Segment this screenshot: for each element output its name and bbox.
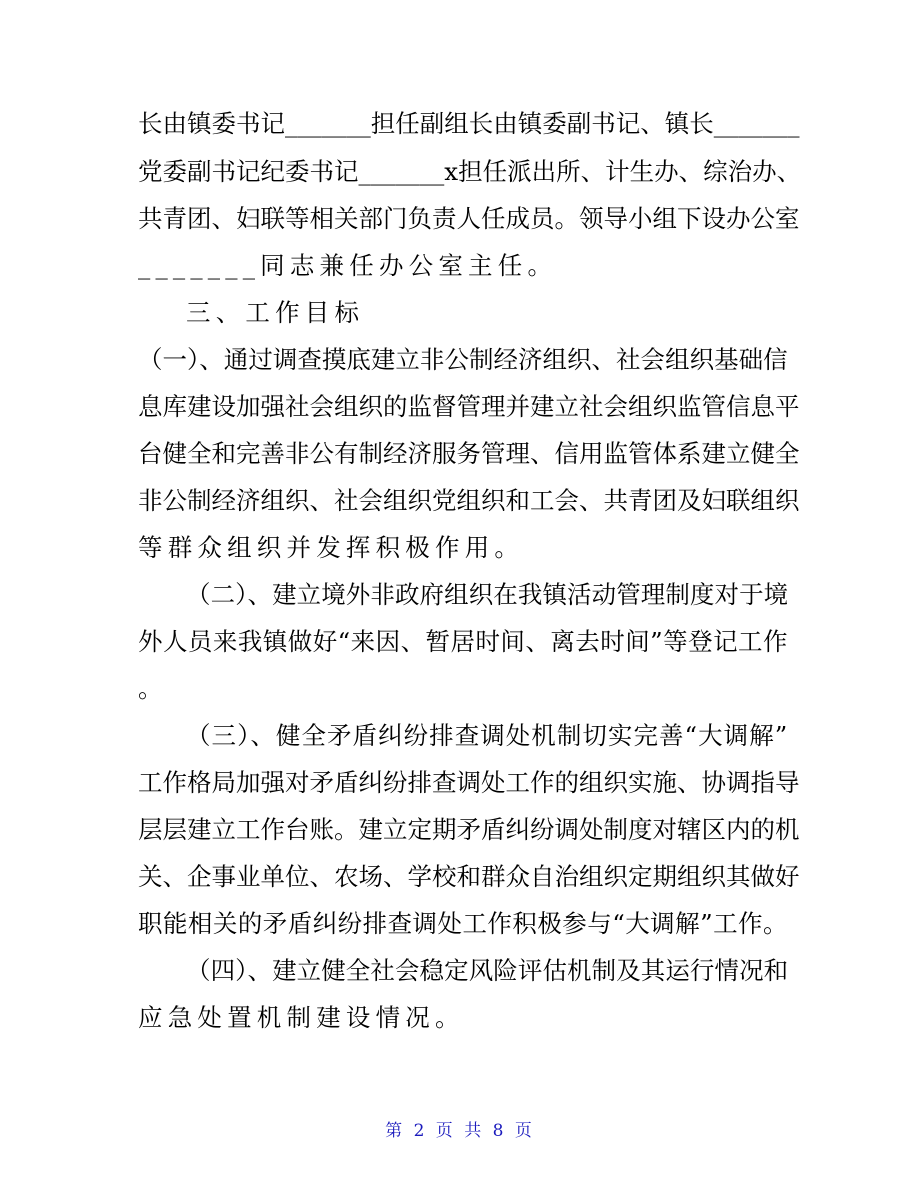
paragraph-line: 外人员来我镇做好“来因、暂居时间、离去时间”等登记工作 (138, 627, 788, 656)
paragraph-line: 职能相关的矛盾纠纷排查调处工作积极参与“大调解”工作。 (138, 909, 788, 938)
paragraph-line: 长由镇委书记_______担任副组长由镇委副书记、镇长_______ (138, 109, 800, 138)
paragraph-line: 。 (138, 674, 168, 703)
paragraph-line: （三）、健全矛盾纠纷排查调处机制切实完善“大调解” (186, 721, 789, 750)
paragraph-line: 关、企事业单位、农场、学校和群众自治组织定期组织其做好 (138, 862, 800, 891)
paragraph-line: 党委副书记纪委书记_______x担任派出所、计生办、综治办、 (138, 157, 802, 186)
paragraph-line: 共青团、妇联等相关部门负责人任成员。领导小组下设办公室 (138, 204, 800, 233)
paragraph-line: 台健全和完善非公有制经济服务管理、信用监管体系建立健全 (138, 439, 800, 468)
paragraph-line: 非公制经济组织、社会组织党组织和工会、共青团及妇联组织 (138, 486, 800, 515)
paragraph-line: （四）、建立健全社会稳定风险评估机制及其运行情况和 (186, 956, 789, 985)
paragraph-line: （一）、通过调查摸底建立非公制经济组织、社会组织基础信 (138, 345, 788, 374)
paragraph-line: 等群众组织并发挥积极作用。 (138, 533, 525, 562)
paragraph-line: （二）、建立境外非政府组织在我镇活动管理制度对于境 (186, 580, 789, 609)
paragraph-line: _______同志兼任办公室主任。 (138, 251, 558, 280)
page-number: 第 2 页 共 8 页 (385, 1121, 535, 1141)
paragraph-line: 工作格局加强对矛盾纠纷排查调处工作的组织实施、协调指导 (138, 768, 800, 797)
paragraph-line: 息库建设加强社会组织的监督管理并建立社会组织监管信息平 (138, 392, 800, 421)
paragraph-line: 应急处置机制建设情况。 (138, 1003, 465, 1032)
section-heading: 三、工作目标 (186, 298, 365, 327)
paragraph-line: 层层建立工作台账。建立定期矛盾纠纷调处制度对辖区内的机 (138, 815, 800, 844)
